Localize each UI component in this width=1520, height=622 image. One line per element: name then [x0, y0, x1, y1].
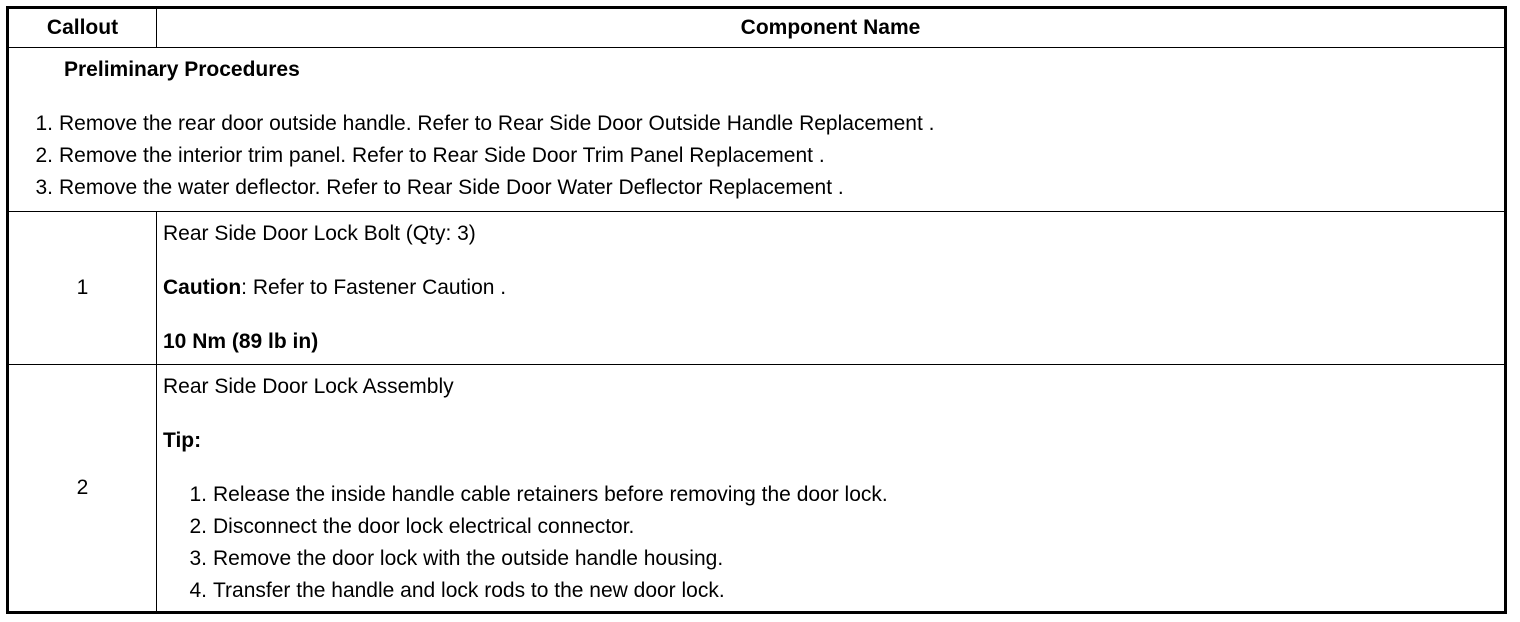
table-row: [9, 212, 1505, 365]
component-name: Rear Side Door Lock Assembly: [163, 375, 454, 398]
component-name: Rear Side Door Lock Bolt (Qty: 3): [163, 222, 476, 245]
table-row: [9, 365, 1505, 612]
torque-spec: 10 Nm (89 lb in): [163, 330, 319, 353]
tip-step-text: Transfer the handle and lock rods to the new door lock.: [213, 579, 725, 602]
list-item: [163, 479, 1498, 511]
list-item: [9, 108, 1504, 140]
list-item: [163, 511, 1498, 543]
list-item: [163, 543, 1498, 575]
step-text: Remove the rear door outside handle. Refer to Rear Side Door Outside Handle Replacement .: [59, 112, 935, 135]
tip-steps-list: [163, 479, 1498, 607]
component-table-frame: [6, 6, 1507, 614]
callout-column-header: Callout: [9, 9, 157, 48]
step-text: Remove the interior trim panel. Refer to Rear Side Door Trim Panel Replacement .: [59, 144, 825, 167]
step-number: 3.: [35, 176, 53, 199]
caution-note: [163, 272, 1498, 304]
tip-step-number: 2.: [189, 515, 207, 538]
preliminary-procedures-row: [9, 48, 1505, 212]
callout-number: 2: [9, 365, 157, 612]
tip-step-number: 4.: [189, 579, 207, 602]
tip-step-text: Disconnect the door lock electrical connector.: [213, 515, 635, 538]
component-cell: [157, 212, 1505, 365]
list-item: [163, 575, 1498, 607]
step-number: 2.: [35, 144, 53, 167]
list-item: [9, 140, 1504, 172]
step-text: Remove the water deflector. Refer to Rear Side Door Water Deflector Replacement .: [59, 176, 844, 199]
tip-step-number: 1.: [189, 483, 207, 506]
step-number: 1.: [35, 112, 53, 135]
preliminary-procedures-title: Preliminary Procedures: [64, 58, 300, 81]
tip-step-number: 3.: [189, 547, 207, 570]
tip-step-text: Release the inside handle cable retainers before removing the door lock.: [213, 483, 888, 506]
component-cell: [157, 365, 1505, 612]
component-table: [8, 8, 1505, 612]
tip-step-text: Remove the door lock with the outside handle housing.: [213, 547, 724, 570]
caution-text: : Refer to Fastener Caution .: [241, 276, 507, 299]
component-name-column-header: Component Name: [157, 9, 1505, 48]
table-header-row: [9, 9, 1505, 48]
preliminary-procedures-cell: [9, 48, 1505, 212]
callout-number: 1: [9, 212, 157, 365]
preliminary-steps-list: [9, 108, 1504, 204]
tip-label: Tip:: [163, 429, 202, 452]
list-item: [9, 172, 1504, 204]
caution-label: Caution: [163, 276, 242, 299]
